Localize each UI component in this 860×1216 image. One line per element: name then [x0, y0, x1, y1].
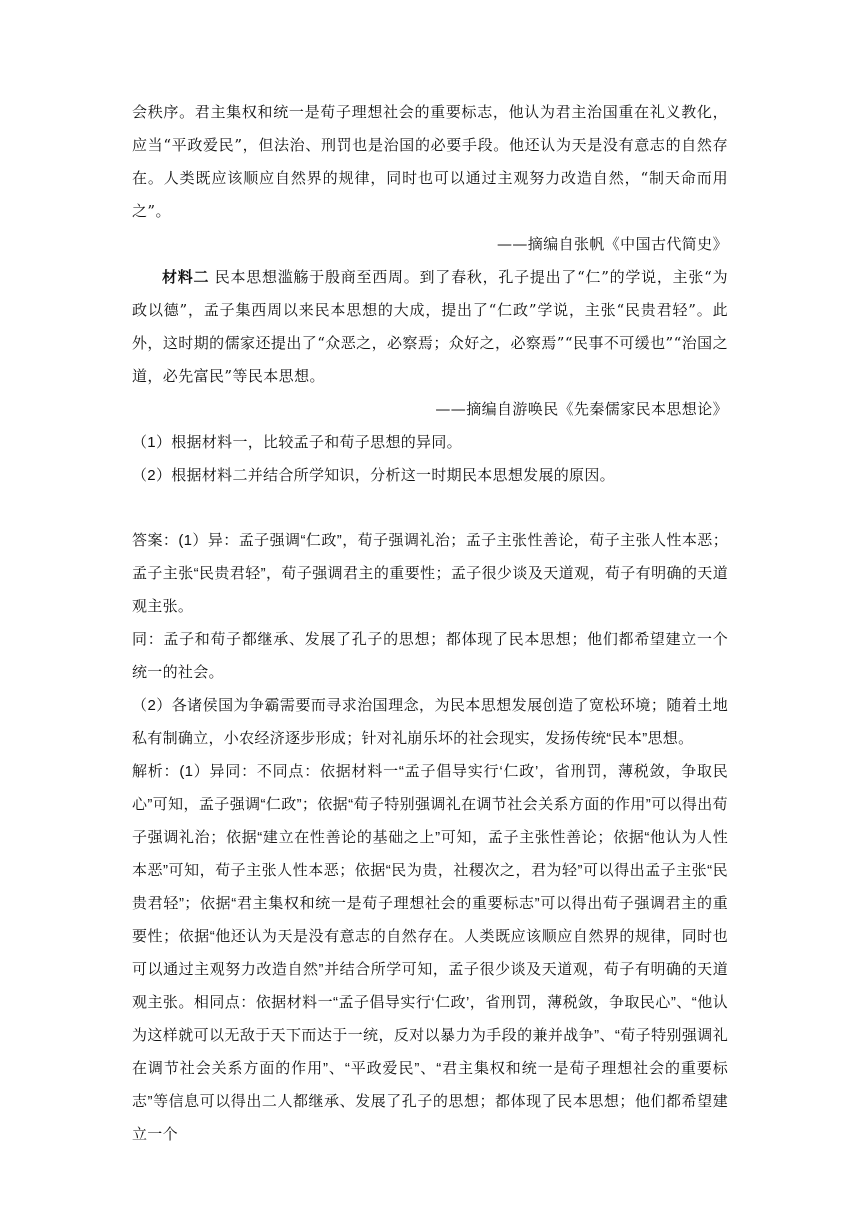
material2-label: 材料二 [162, 268, 210, 286]
material1-source: ——摘编自张帆《中国古代简史》 [496, 235, 728, 253]
answer-part1-difference: 答案：(1）异：孟子强调“仁政”，荀子强调礼治；孟子主张性善论，荀子主张人性本恶；孟子主张“民贵君轻”，荀子强调君主的重要性；孟子很少谈及天道观，荀子有明确的天道观主张。 [132, 532, 728, 615]
material2-text: 民本思想滥觞于殷商至西周。到了春秋，孔子提出了“仁”的学说，主张“为政以德”，孟子集西周以来民本思想的大成，提出了“仁政”学说，主张“民贵君轻”。此外，这时期的儒家还提出了“众恶之，必察焉；众好之，必察焉”“民事不可缓也”“治国之道，必先富民”等民本思想。 [132, 268, 729, 385]
analysis-paragraph: 解析：(1）异同：不同点：依据材料一“孟子倡导实行‘仁政’，省刑罚，薄税敛，争取民心”可知，孟子强调“仁政”；依据“荀子特别强调礼在调节社会关系方面的作用”可以得出荀子强调礼治；依据“建立在性善论的基础之上”可知，孟子主张性善论；依据“他认为人性本恶”可知，荀子主张人性本恶；依据“民为贵，社稷次之，君为轻”可以得出孟子主张“民贵君轻”；依据“君主集权和统一是荀子理想社会的重要标志”可以得出荀子强调君主的重要性；依据“他还认为天是没有意志的自然存在。人类既应该顺应自然界的规律，同时也可以通过主观努力改造自然”并结合所学可知，孟子很少谈及天道观，荀子有明确的天道观主张。相同点：依据材料一“孟子倡导实行‘仁政’，省刑罚，薄税敛，争取民心”、“他认为这样就可以无敌于天下而达于一统，反对以暴力为手段的兼并战争”、“荀子特别强调礼在调节社会关系方面的作用”、“平政爱民”、“君主集权和统一是荀子理想社会的重要标志”等信息可以得出二人都继承、发展了孔子的思想；都体现了民本思想；他们都希望建立一个 [132, 763, 728, 1143]
question-2: （2）根据材料二并结合所学知识，分析这一时期民本思想发展的原因。 [132, 467, 615, 484]
material2-paragraph [132, 261, 728, 393]
material2-source: ——摘编自游唤民《先秦儒家民本思想论》 [435, 400, 728, 418]
answer-part1-similarity: 同：孟子和荀子都继承、发展了孔子的思想；都体现了民本思想；他们都希望建立一个统一的社会。 [132, 631, 728, 681]
question-1: （1）根据材料一，比较孟子和荀子思想的异同。 [132, 434, 462, 451]
document-page [132, 96, 728, 1151]
section-gap [132, 492, 728, 524]
answer-part2: （2）各诸侯国为争霸需要而寻求治国理念，为民本思想发展创造了宽松环境；随着土地私有制确立，小农经济逐步形成；针对礼崩乐坏的社会现实，发扬传统“民本”思想。 [132, 697, 728, 747]
material1-paragraph: 会秩序。君主集权和统一是荀子理想社会的重要标志，他认为君主治国重在礼义教化，应当“平政爱民”，但法治、刑罚也是治国的必要手段。他还认为天是没有意志的自然存在。人类既应该顺应自然界的规律，同时也可以通过主观努力改造自然，“制天命而用之”。 [132, 103, 728, 220]
